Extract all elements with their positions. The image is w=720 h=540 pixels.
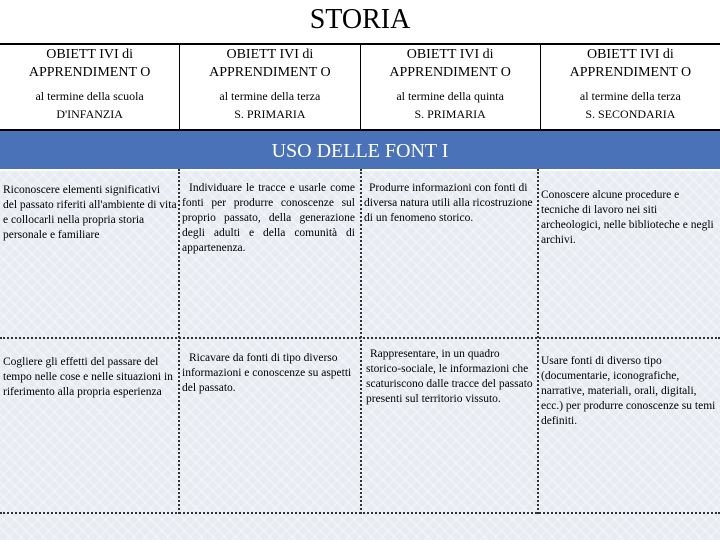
column-divider	[360, 169, 362, 514]
objective-cell: Individuare le tracce e usarle come fonti per produrre conoscenze sul proprio passato, della generazione degli adulti e della comunità di appartenenza.	[182, 182, 355, 254]
header-quinta-primaria	[360, 45, 540, 129]
header-title: OBIETT IVI di APPRENDIMENT O	[28, 47, 151, 80]
objective-cell: Cogliere gli effetti del passare del tempo nelle cose e nelle situazioni in riferimento alla propria esperienza	[3, 356, 173, 398]
column-divider	[178, 169, 180, 514]
column-divider	[537, 169, 539, 514]
row-divider	[0, 337, 720, 339]
header-school: S. PRIMARIA	[414, 107, 486, 121]
header-school: D'INFANZIA	[56, 107, 123, 121]
objective-cell: Riconoscere elementi significativi del passato riferiti all'ambiente di vita e collocarli nella propria storia personale e familiare	[3, 184, 177, 241]
objective-cell: Conoscere alcune procedure e tecniche di lavoro nei siti archeologici, nelle biblioteche e negli archivi.	[541, 189, 714, 246]
header-school: S. PRIMARIA	[234, 107, 306, 121]
header-terza-primaria	[179, 45, 359, 129]
page-title: STORIA	[309, 4, 411, 35]
header-school: S. SECONDARIA	[585, 107, 676, 121]
header-subtitle: al termine della terza	[579, 89, 681, 103]
header-title: OBIETT IVI di APPRENDIMENT O	[389, 47, 511, 80]
objective-cell: Ricavare da fonti di tipo diverso informazioni e conoscenze su aspetti del passato.	[182, 352, 352, 394]
header-row	[0, 43, 720, 131]
section-heading: USO DELLE FONT I	[0, 131, 720, 169]
header-subtitle: al termine della terza	[219, 89, 321, 103]
header-title: OBIETT IVI di APPRENDIMENT O	[569, 47, 692, 80]
header-infanzia	[0, 45, 179, 129]
header-subtitle: al termine della scuola	[35, 89, 144, 103]
objective-cell: Rappresentare, in un quadro storico-sociale, le informazioni che scaturiscono dalle tracce del passato presenti sul territorio vissuto.	[366, 348, 533, 405]
objective-cell: Produrre informazioni con fonti di diversa natura utili alla ricostruzione di un fenomeno storico.	[364, 182, 533, 224]
header-title: OBIETT IVI di APPRENDIMENT O	[209, 47, 331, 80]
header-terza-secondaria	[540, 45, 720, 129]
objective-cell: Usare fonti di diverso tipo (documentarie, iconografiche, narrative, materiali, orali, digitali, ecc.) per produrre conoscenze su temi definiti.	[541, 355, 716, 427]
row-divider	[0, 512, 720, 514]
header-subtitle: al termine della quinta	[396, 89, 504, 103]
